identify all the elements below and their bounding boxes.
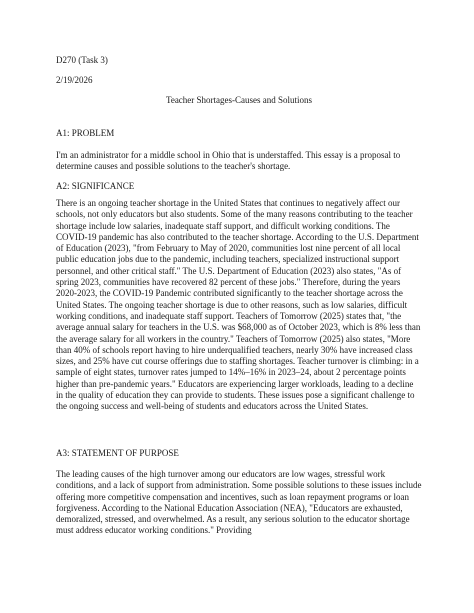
- section-heading-significance: A2: SIGNIFICANCE: [56, 181, 135, 191]
- document-title: Teacher Shortages-Causes and Solutions: [165, 95, 313, 105]
- course-label: D270 (Task 3): [56, 55, 108, 65]
- section-body-purpose: The leading causes of the high turnover among our educators are low wages, stressful work conditions, and a lack of support from administration. Some possible solutions to these issues include offering more competitive compensation and incentives, such as loan repayment programs or loan forgiveness. According to the National Education Association (NEA), "Educators are exhausted, demoralized, stressed, and overwhelmed. As a result, any serious solution to the educator shortage must address educator working conditions." Providing: [56, 469, 422, 536]
- section-body-problem: I'm an administrator for a middle school in Ohio that is understaffed. This essay is a proposal to determine causes and possible solutions to the teacher's shortage.: [56, 150, 401, 172]
- document-date: 2/19/2026: [56, 75, 93, 85]
- section-heading-problem: A1: PROBLEM: [56, 128, 115, 138]
- section-heading-purpose: A3: STATEMENT OF PURPOSE: [56, 448, 179, 458]
- section-body-significance: There is an ongoing teacher shortage in the United States that continues to negatively affect our schools, not only educators but also students. Some of the many reasons contributing to the teacher shortage include low salaries, inadequate staff support, and difficult working conditions. The COVID-19 pandemic has also contributed to the teacher shortage. According to the U.S. Department of Education (2023), "from February to May of 2020, communities lost nine percent of all local public education jobs due to the pandemic, including teachers, specialized instructional support personnel, and other critical staff." The U.S. Department of Education (2023) also states, "As of spring 2023, communities have recovered 82 percent of these jobs." Therefore, during the years 2020-2023, the COVID-19 Pandemic contributed significantly to the teacher shortage across the United States. The ongoing teacher shortage is due to other reasons, such as low salaries, difficult working conditions, and inadequate staff support. Teachers of Tomorrow (2025) states that, "the average annual salary for teachers in the U.S. was $68,000 as of October 2023, which is 8% less than the average salary for all workers in the country." Teachers of Tomorrow (2025) also states, "More than 40% of schools report having to hire underqualified teachers, nearly 30% have increased class sizes, and 25% have cut course offerings due to staffing shortages. Teacher turnover is climbing: in a sample of eight states, turnover rates jumped to 14%–16% in 2023–24, about 2 percentage points higher than pre-pandemic years." Educators are experiencing larger workloads, leading to a decline in the quality of education they can provide to students. These issues pose a significant challenge to the ongoing success and well-being of students and educators across the United States.: [56, 198, 421, 412]
